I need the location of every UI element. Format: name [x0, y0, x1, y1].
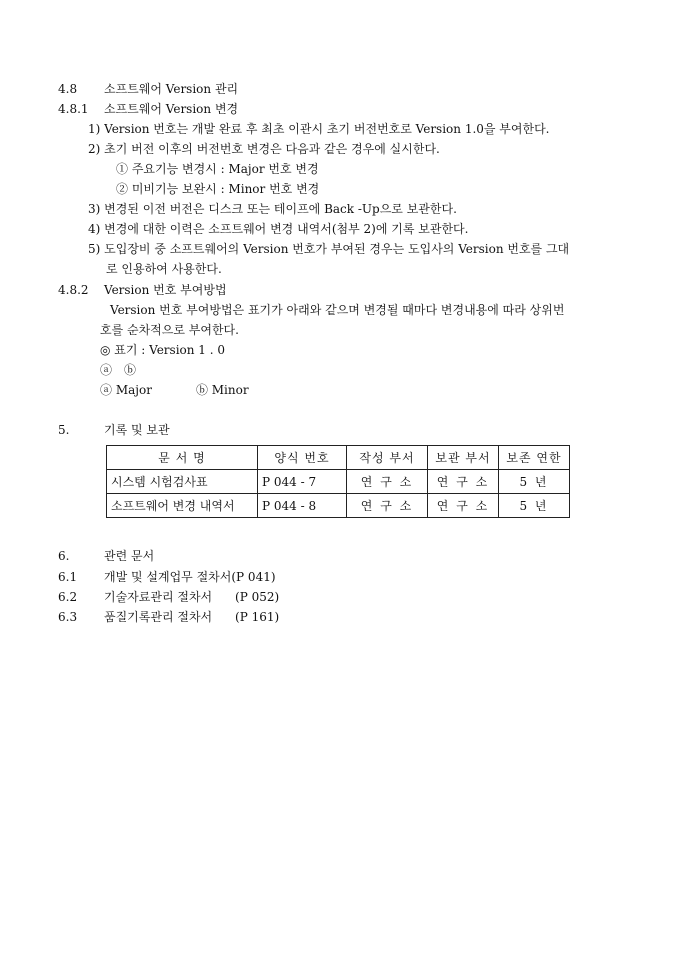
notation-legend: [100, 381, 249, 399]
section-title: 소프트웨어 Version 관리: [104, 82, 239, 96]
item-text: 개발 및 설계업무 절차서(P 041): [104, 570, 276, 584]
cell-form-number: P 044 - 8: [258, 494, 347, 518]
item-number: 6.1: [58, 570, 78, 584]
paragraph-line: Version 번호 부여방법은 표기가 아래와 같으며 변경될 때마다 변경내용에 따라 상위번: [110, 303, 565, 317]
header-storage-dept: 보관 부서: [428, 446, 499, 470]
item-text: 기술자료관리 절차서 (P 052): [104, 590, 280, 604]
header-document-name: 문 서 명: [107, 446, 258, 470]
table-row: [107, 470, 570, 494]
item-text: 품질기록관리 절차서 (P 161): [104, 610, 280, 624]
section-number: 6.: [58, 549, 70, 563]
cell-document-name: 소프트웨어 변경 내역서: [107, 494, 258, 518]
list-sub-item: ② 미비기능 보완시 : Minor 번호 변경: [116, 182, 320, 196]
section-title: 소프트웨어 Version 변경: [104, 102, 239, 116]
cell-retention-period: 5 년: [499, 494, 570, 518]
cell-author-dept: 연 구 소: [347, 470, 428, 494]
section-number: 5.: [58, 423, 70, 437]
cell-storage-dept: 연 구 소: [428, 470, 499, 494]
item-number: 6.2: [58, 590, 78, 604]
cell-author-dept: 연 구 소: [347, 494, 428, 518]
list-item-continuation: 로 인용하여 사용한다.: [106, 262, 222, 276]
marker-b: ⓑ: [124, 363, 137, 377]
section-number: 4.8.2: [58, 283, 89, 297]
legend-minor: ⓑ Minor: [195, 383, 249, 397]
list-item: 3) 변경된 이전 버전은 디스크 또는 테이프에 Back -Up으로 보관한다.: [88, 202, 457, 216]
item-number: 6.3: [58, 610, 78, 624]
table-row: [107, 494, 570, 518]
header-retention-period: 보존 연한: [499, 446, 570, 470]
header-form-number: 양식 번호: [258, 446, 347, 470]
header-author-dept: 작성 부서: [347, 446, 428, 470]
list-sub-item: ① 주요기능 변경시 : Major 번호 변경: [116, 162, 319, 176]
records-table: [106, 445, 570, 518]
section-title: 관련 문서: [104, 549, 155, 563]
section-title: Version 번호 부여방법: [104, 283, 227, 297]
marker-a: ⓐ: [100, 363, 113, 377]
paragraph-line: 호를 순차적으로 부여한다.: [100, 323, 239, 337]
cell-form-number: P 044 - 7: [258, 470, 347, 494]
section-title: 기록 및 보관: [104, 423, 170, 437]
legend-major: ⓐ Major: [100, 383, 152, 397]
section-number: 4.8: [58, 82, 78, 96]
table-header-row: [107, 446, 570, 470]
notation-markers: [100, 361, 136, 379]
cell-document-name: 시스템 시험검사표: [107, 470, 258, 494]
cell-retention-period: 5 년: [499, 470, 570, 494]
version-notation: ◎ 표기 : Version 1 . 0: [100, 343, 226, 357]
list-item: 5) 도입장비 중 소프트웨어의 Version 번호가 부여된 경우는 도입사의 Version 번호를 그대: [88, 242, 570, 256]
section-number: 4.8.1: [58, 102, 89, 116]
list-item: 1) Version 번호는 개발 완료 후 최초 이관시 초기 버전번호로 Version 1.0을 부여한다.: [88, 122, 550, 136]
list-item: 2) 초기 버전 이후의 버전번호 변경은 다음과 같은 경우에 실시한다.: [88, 142, 440, 156]
cell-storage-dept: 연 구 소: [428, 494, 499, 518]
list-item: 4) 변경에 대한 이력은 소프트웨어 변경 내역서(첨부 2)에 기록 보관한다.: [88, 222, 469, 236]
